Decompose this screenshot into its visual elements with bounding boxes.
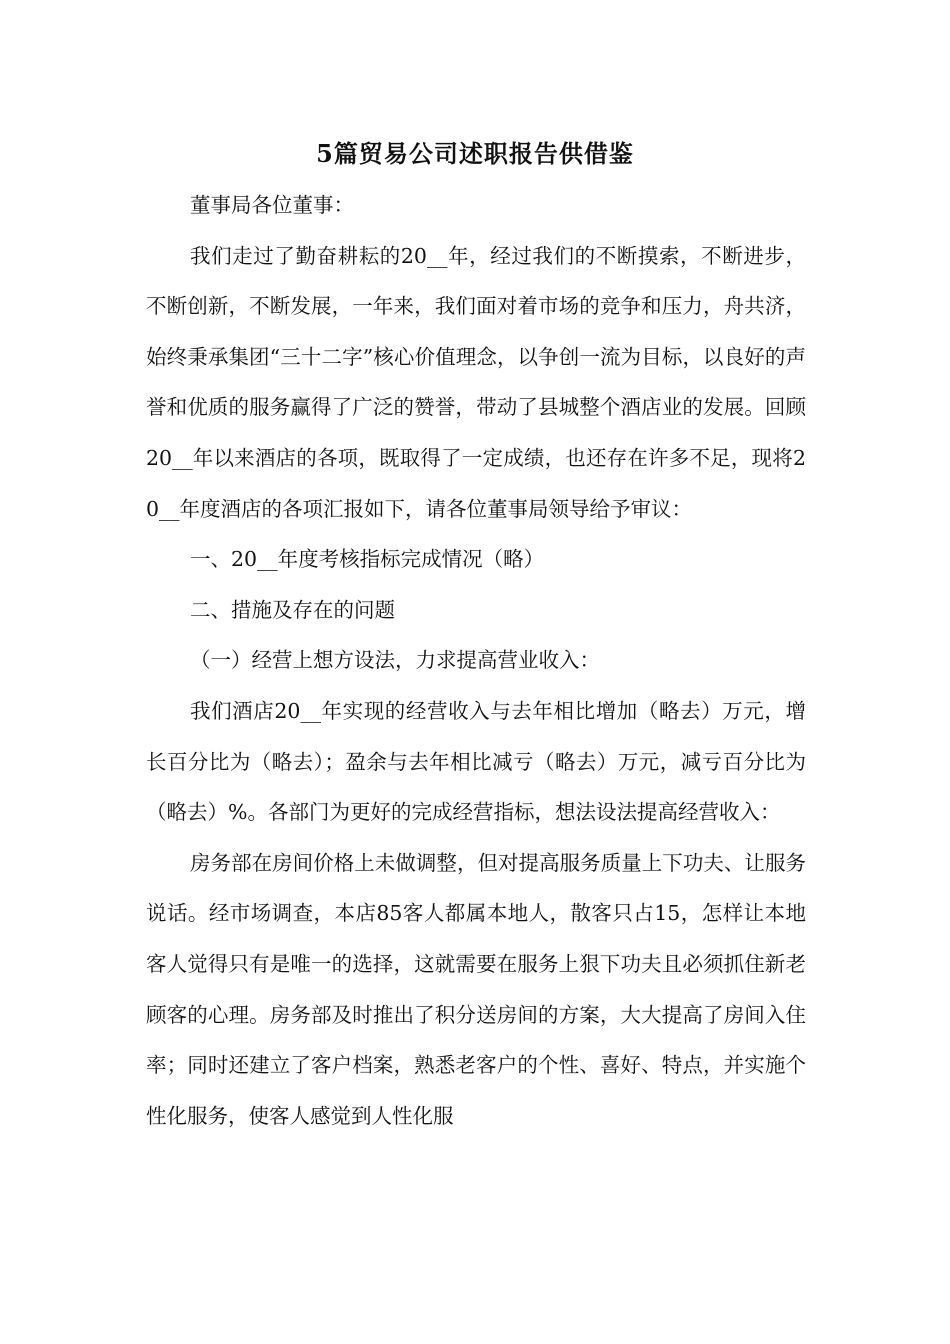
document-body (146, 180, 806, 1141)
subsection-heading-1: （一）经营上想方设法，力求提高营业收入： (190, 648, 600, 673)
paragraph-revenue: 我们酒店20__年实现的经营收入与去年相比增加（略去）万元，增长百分比为（略去）；盈余与去年相比减亏（略去）万元，减亏百分比为（略去）%。各部门为更好的完成经营指标，想法设法提高经营收入： (146, 698, 806, 825)
document-title: 5篇贸易公司述职报告供借鉴 (316, 139, 634, 168)
section-heading-2: 二、措施及存在的问题 (190, 597, 395, 622)
paragraph-housekeeping: 房务部在房间价格上未做调整，但对提高服务质量上下功夫、让服务说话。经市场调查，本店85客人都属本地人，散客只占15，怎样让本地客人觉得只有是唯一的选择，这就需要在服务上狠下功夫且必须抓住新老顾客的心理。房务部及时推出了积分送房间的方案，大大提高了房间入住率；同时还建立了客户档案，熟悉老客户的个性、喜好、特点，并实施个性化服务，使客人感觉到人性化服 (146, 850, 806, 1128)
section-heading-1: 一、20__年度考核指标完成情况（略） (190, 547, 545, 572)
paragraph-salutation: 董事局各位董事： (190, 193, 354, 217)
paragraph-introduction: 我们走过了勤奋耕耘的20__年，经过我们的不断摸索，不断进步，不断创新，不断发展，一年来，我们面对着市场的竞争和压力，舟共济，始终秉承集团“三十二字”核心价值理念，以争创一流为目标，以良好的声誉和优质的服务赢得了广泛的赞誉，带动了县城整个酒店业的发展。回顾20__年以来酒店的各项，既取得了一定成绩，也还存在许多不足，现将20__年度酒店的各项汇报如下，请各位董事局领导给予审议： (146, 243, 806, 521)
